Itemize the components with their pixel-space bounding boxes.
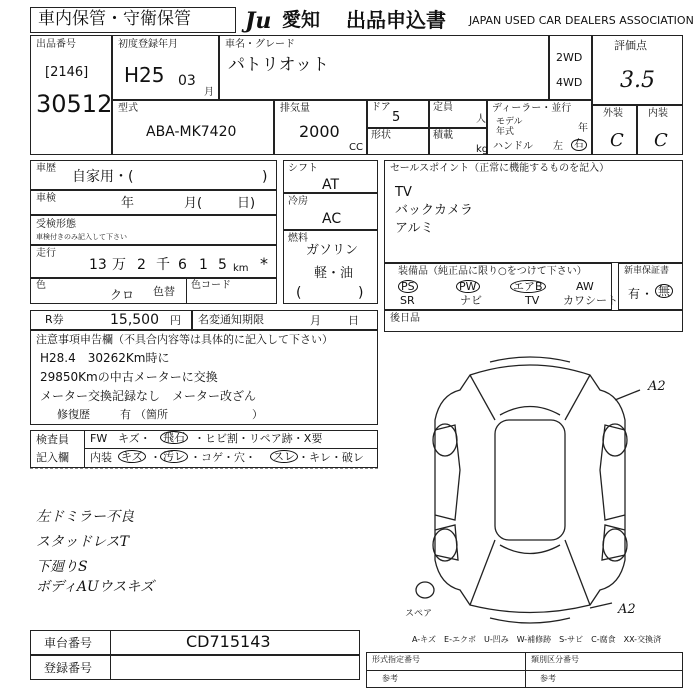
sales-point-1: TV bbox=[395, 185, 412, 200]
inspection-date: 日) bbox=[237, 196, 256, 211]
notes-line-2: 29850Kmの中古メーターに交換 bbox=[40, 370, 218, 384]
diagram-mark-bottom: A2 bbox=[618, 602, 636, 617]
mileage-man-unit: 万 bbox=[112, 257, 126, 273]
color-value: クロ bbox=[110, 288, 135, 302]
type-spec-label-1: 形式指定番号 bbox=[372, 655, 420, 664]
warranty-dot: ・ bbox=[641, 287, 654, 301]
handle-label: ハンドル bbox=[493, 141, 533, 152]
fuel-paren-open: ( bbox=[296, 285, 302, 301]
fuel-gas: ガソリン bbox=[306, 243, 359, 258]
hand-note-4: ボディAUウスキズ bbox=[36, 579, 155, 595]
type-spec-ref-2: 参考 bbox=[540, 674, 556, 683]
history-value: 自家用・( bbox=[72, 169, 134, 185]
notice-month: 月 bbox=[310, 314, 321, 327]
mileage-man: 13 bbox=[89, 257, 107, 273]
displacement-value: 2000 bbox=[299, 122, 340, 141]
equipment-airbag: エアB bbox=[510, 280, 546, 293]
equipment-navi: ナビ bbox=[460, 294, 482, 307]
sales-points-label: セールスポイント（正常に機能するものを記入） bbox=[390, 163, 610, 174]
history-close: ) bbox=[262, 169, 268, 185]
registration-month: 03 bbox=[178, 73, 196, 89]
int-dot: ・ bbox=[150, 451, 161, 464]
fw-rest: ・ヒビ割・リペア跡・X要 bbox=[194, 432, 323, 445]
sales-point-3: アルミ bbox=[395, 221, 434, 236]
sales-point-2: バックカメラ bbox=[395, 203, 474, 218]
registration-label: 初度登録年月 bbox=[118, 39, 178, 50]
aircon-value: AC bbox=[322, 211, 342, 227]
fw-scratch: キズ・ bbox=[118, 432, 151, 445]
shape-label: 形状 bbox=[371, 130, 391, 141]
lot-number: 30512 bbox=[36, 90, 113, 118]
notes-line-3: メーター交換記録なし メーター改ざん bbox=[40, 389, 257, 403]
equipment-tv: TV bbox=[525, 294, 540, 307]
int-scratch: キズ bbox=[118, 450, 146, 463]
acceptance-label: 受検形態 bbox=[36, 219, 76, 230]
fuel-diesel: 軽・油 bbox=[314, 266, 354, 281]
int-rest: ・キレ・破レ bbox=[298, 451, 364, 464]
repair-yes: 有 bbox=[120, 408, 131, 421]
warranty-no: 無 bbox=[655, 284, 673, 298]
grade-label: 評価点 bbox=[614, 39, 647, 52]
equipment-label: 装備品（純正品に限り○をつけて下さい） bbox=[398, 266, 587, 277]
type-spec-ref-1: 参考 bbox=[382, 674, 398, 683]
exterior-label: 外装 bbox=[603, 108, 623, 119]
association-name: JAPAN USED CAR DEALERS ASSOCIATION bbox=[469, 14, 694, 27]
color-change-label: 色替 bbox=[153, 285, 175, 298]
inspection-label: 車検 bbox=[36, 193, 56, 204]
model-year-unit: 年 bbox=[578, 123, 588, 134]
equipment-pw: PW bbox=[456, 280, 480, 293]
form-title: 出品申込書 bbox=[346, 8, 446, 32]
warranty-label: 新車保証書 bbox=[624, 266, 670, 276]
hand-note-1: 左ドミラー不良 bbox=[36, 509, 134, 525]
plate-label: 登録番号 bbox=[44, 661, 93, 675]
interior-value: C bbox=[654, 130, 668, 151]
after-sale-label: 後日品 bbox=[390, 313, 420, 324]
notes-line-1: H28.4 30262Km時に bbox=[40, 351, 170, 365]
inspector-label-1: 検査員 bbox=[36, 433, 69, 446]
spare-label: スペア bbox=[405, 609, 433, 619]
model-year-label: モデル 年式 bbox=[496, 117, 523, 137]
handle-left: 左 bbox=[553, 141, 563, 152]
notice-day: 日 bbox=[348, 314, 359, 327]
equipment-ps: PS bbox=[398, 280, 418, 293]
type-spec-divider-v bbox=[525, 652, 526, 688]
load-unit: kg bbox=[476, 144, 489, 155]
chassis-label: 車台番号 bbox=[44, 636, 93, 650]
aircon-label: 冷房 bbox=[288, 196, 308, 207]
equipment-aw: AW bbox=[576, 280, 594, 293]
mileage-digit-2: 1 bbox=[199, 257, 208, 273]
lot-sub-number: [2146] bbox=[45, 65, 89, 80]
mileage-sen: 2 bbox=[137, 257, 146, 273]
logo-text: 愛知 bbox=[282, 9, 321, 31]
fuel-label: 燃料 bbox=[288, 233, 308, 244]
capacity-unit: 人 bbox=[476, 114, 486, 125]
equipment-sr: SR bbox=[400, 294, 415, 307]
registration-year: H25 bbox=[124, 63, 165, 87]
displacement-unit: CC bbox=[349, 142, 363, 153]
repair-close: ） bbox=[252, 408, 263, 421]
hand-note-2: スタッドレスT bbox=[36, 534, 129, 550]
repair-label: 修復歴 bbox=[57, 408, 90, 421]
drive-4wd: 4WD bbox=[556, 76, 583, 89]
chassis-value: CD715143 bbox=[186, 632, 271, 651]
dealer-label: ディーラー・並行 bbox=[492, 103, 572, 114]
model-value: ABA-MK7420 bbox=[146, 124, 237, 140]
int-rub: スレ bbox=[270, 450, 298, 463]
doors-label: ドア bbox=[371, 102, 391, 113]
mileage-sen-unit: 千 bbox=[156, 257, 170, 273]
interior-label: 内装 bbox=[648, 108, 668, 119]
mileage-digit-3: 5 bbox=[218, 257, 227, 273]
acceptance-note: 車検付きのみ記入して下さい bbox=[36, 233, 127, 241]
repair-place: （箇所 bbox=[135, 408, 168, 421]
diagram-mark-top: A2 bbox=[648, 379, 666, 394]
drive-2wd: 2WD bbox=[556, 51, 583, 64]
hand-note-3: 下廻りS bbox=[36, 559, 88, 575]
recycle-value: 15,500 bbox=[110, 312, 159, 328]
registration-month-unit: 月 bbox=[204, 87, 214, 98]
int-label: 内装 bbox=[90, 451, 112, 464]
shift-label: シフト bbox=[288, 163, 318, 174]
color-label: 色 bbox=[36, 280, 46, 291]
color-code-label: 色コード bbox=[191, 280, 231, 291]
fw-chip: 飛石 bbox=[160, 431, 188, 444]
car-name-label: 車名・グレード bbox=[225, 39, 295, 50]
notice-label: 名変通知期限 bbox=[198, 313, 264, 326]
int-mid: ・コゲ・穴・ bbox=[190, 451, 256, 464]
damage-legend: A-キズ E-エクボ U-凹み W-補修跡 S-サビ C-腐食 XX-交換済 bbox=[412, 635, 662, 644]
fuel-paren-close: ) bbox=[358, 285, 364, 301]
displacement-label: 排気量 bbox=[280, 103, 310, 114]
mileage-mark: * bbox=[260, 254, 268, 273]
type-spec-label-2: 類別区分番号 bbox=[531, 655, 579, 664]
warranty-yes: 有 bbox=[628, 287, 641, 301]
inspection-year: 年 bbox=[121, 196, 135, 211]
mileage-label: 走行 bbox=[36, 248, 56, 259]
grade-value: 3.5 bbox=[620, 68, 655, 93]
int-dirt: 汚レ bbox=[160, 450, 188, 463]
ju-logo: Ju bbox=[245, 8, 272, 34]
mileage-digit-1: 6 bbox=[178, 257, 187, 273]
recycle-unit: 円 bbox=[170, 314, 181, 327]
capacity-label: 定員 bbox=[433, 102, 453, 113]
recycle-label: R券 bbox=[45, 313, 64, 326]
mileage-unit: km bbox=[233, 263, 249, 274]
equipment-seat: カワシート bbox=[563, 294, 618, 307]
shift-value: AT bbox=[322, 177, 340, 193]
handle-right: 右 bbox=[571, 139, 587, 151]
notes-label: 注意事項申告欄（不具合内容等は具体的に記入して下さい） bbox=[36, 333, 333, 346]
doc-title: 車内保管・守衛保管 bbox=[38, 9, 191, 29]
load-label: 積載 bbox=[433, 130, 453, 141]
history-label: 車歴 bbox=[36, 163, 56, 174]
inspection-month: 月( bbox=[184, 196, 203, 211]
car-name-value: パトリオット bbox=[228, 55, 329, 75]
doors-value: 5 bbox=[392, 110, 401, 125]
lot-label: 出品番号 bbox=[36, 39, 76, 50]
fw-label: FW bbox=[90, 432, 108, 445]
model-label: 型式 bbox=[118, 103, 138, 114]
exterior-value: C bbox=[610, 130, 624, 151]
inspector-label-2: 記入欄 bbox=[36, 451, 69, 464]
